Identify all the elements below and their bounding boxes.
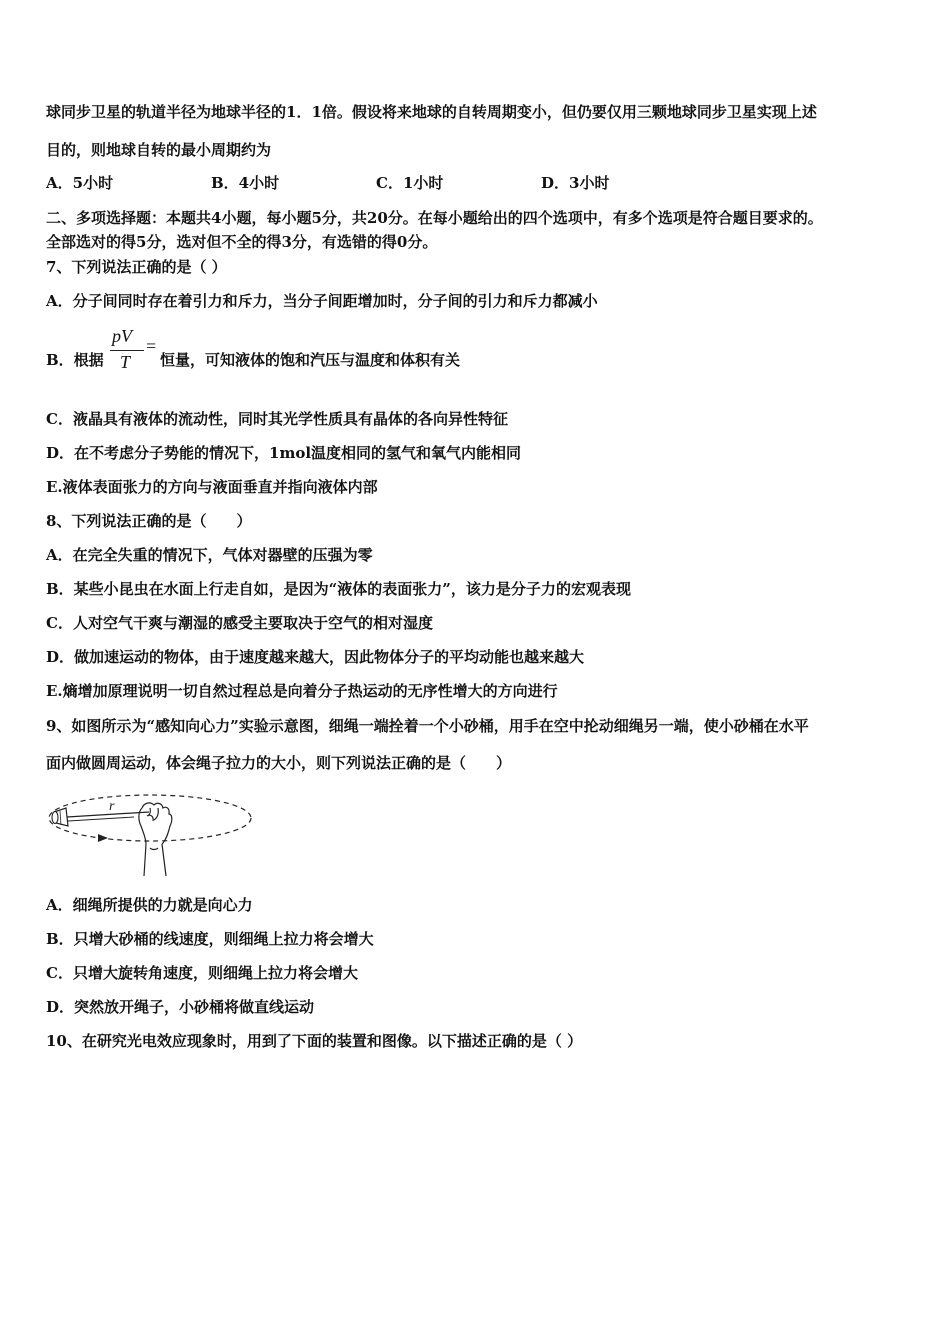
q6-option-d: D．3小时 — [541, 174, 610, 192]
q8-stem: 8、下列说法正确的是（ ） — [46, 512, 252, 530]
q8-option-e: E.熵增加原理说明一切自然过程总是向着分子热运动的无序性增大的方向进行 — [46, 682, 558, 700]
q6-option-c: C．1小时 — [376, 174, 444, 192]
q7-option-b-prefix: B．根据 — [46, 351, 104, 369]
q9-option-d: D．突然放开绳子，小砂桶将做直线运动 — [46, 998, 315, 1016]
q9-stem-line-1: 9、如图所示为“感知向心力”实验示意图，细绳一端拴着一个小砂桶，用手在空中抡动细绳另一端，使小砂桶在水平 — [46, 717, 809, 735]
rotation-arrow — [98, 834, 108, 842]
centripetal-force-figure — [46, 786, 260, 878]
q7-option-d: D．在不考虑分子势能的情况下，1mol温度相同的氢气和氧气内能相同 — [46, 444, 522, 462]
q7-stem: 7、下列说法正确的是（ ） — [46, 258, 227, 276]
q7-option-c: C．液晶具有液体的流动性，同时其光学性质具有晶体的各向异性特征 — [46, 410, 508, 428]
formula-numerator: pV — [112, 326, 132, 346]
q9-option-a: A．细绳所提供的力就是向心力 — [46, 896, 253, 914]
formula-equals: = — [146, 336, 157, 356]
q9-option-c: C．只增大旋转角速度，则细绳上拉力将会增大 — [46, 964, 358, 982]
q8-option-a: A．在完全失重的情况下，气体对器壁的压强为零 — [46, 546, 373, 564]
q8-option-d: D．做加速运动的物体，由于速度越来越大，因此物体分子的平均动能也越来越大 — [46, 648, 585, 666]
q7-formula-fraction — [108, 326, 162, 376]
rope — [67, 812, 149, 817]
q6-stem-line-2: 目的，则地球自转的最小周期约为 — [46, 141, 272, 159]
radius-line — [68, 817, 134, 821]
hand — [139, 803, 172, 876]
q10-stem: 10、在研究光电效应现象时，用到了下面的装置和图像。以下描述正确的是（ ） — [46, 1032, 583, 1050]
q7-option-b-suffix: 恒量，可知液体的饱和汽压与温度和体积有关 — [160, 351, 461, 369]
q6-option-a: A．5小时 — [46, 174, 114, 192]
q9-stem-line-2: 面内做圆周运动，体会绳子拉力的大小，则下列说法正确的是（ ） — [46, 754, 512, 772]
formula-denominator: T — [120, 352, 131, 372]
q7-option-e: E.液体表面张力的方向与液面垂直并指向液体内部 — [46, 478, 378, 496]
radius-label: r — [109, 799, 115, 814]
sand-bucket — [52, 808, 68, 826]
q6-option-b: B．4小时 — [211, 174, 280, 192]
orbit-path — [49, 795, 251, 841]
q8-option-b: B．某些小昆虫在水面上行走自如，是因为“液体的表面张力”，该力是分子力的宏观表现 — [46, 580, 631, 598]
q7-option-a: A．分子间同时存在着引力和斥力，当分子间距增加时，分子间的引力和斥力都减小 — [46, 292, 598, 310]
q8-option-c: C．人对空气干爽与潮湿的感受主要取决于空气的相对湿度 — [46, 614, 433, 632]
q9-option-b: B．只增大砂桶的线速度，则细绳上拉力将会增大 — [46, 930, 374, 948]
fraction-bar — [110, 350, 144, 351]
section2-instructions-line-1: 二、多项选择题：本题共4小题，每小题5分，共20分。在每小题给出的四个选项中，有多个选项是符合题目要求的。 — [46, 209, 823, 227]
section2-instructions-line-2: 全部选对的得5分，选对但不全的得3分，有选错的得0分。 — [46, 233, 438, 251]
q6-stem-line-1: 球同步卫星的轨道半径为地球半径的1．1倍。假设将来地球的自转周期变小，但仍要仅用三颗地球同步卫星实现上述 — [46, 103, 817, 121]
